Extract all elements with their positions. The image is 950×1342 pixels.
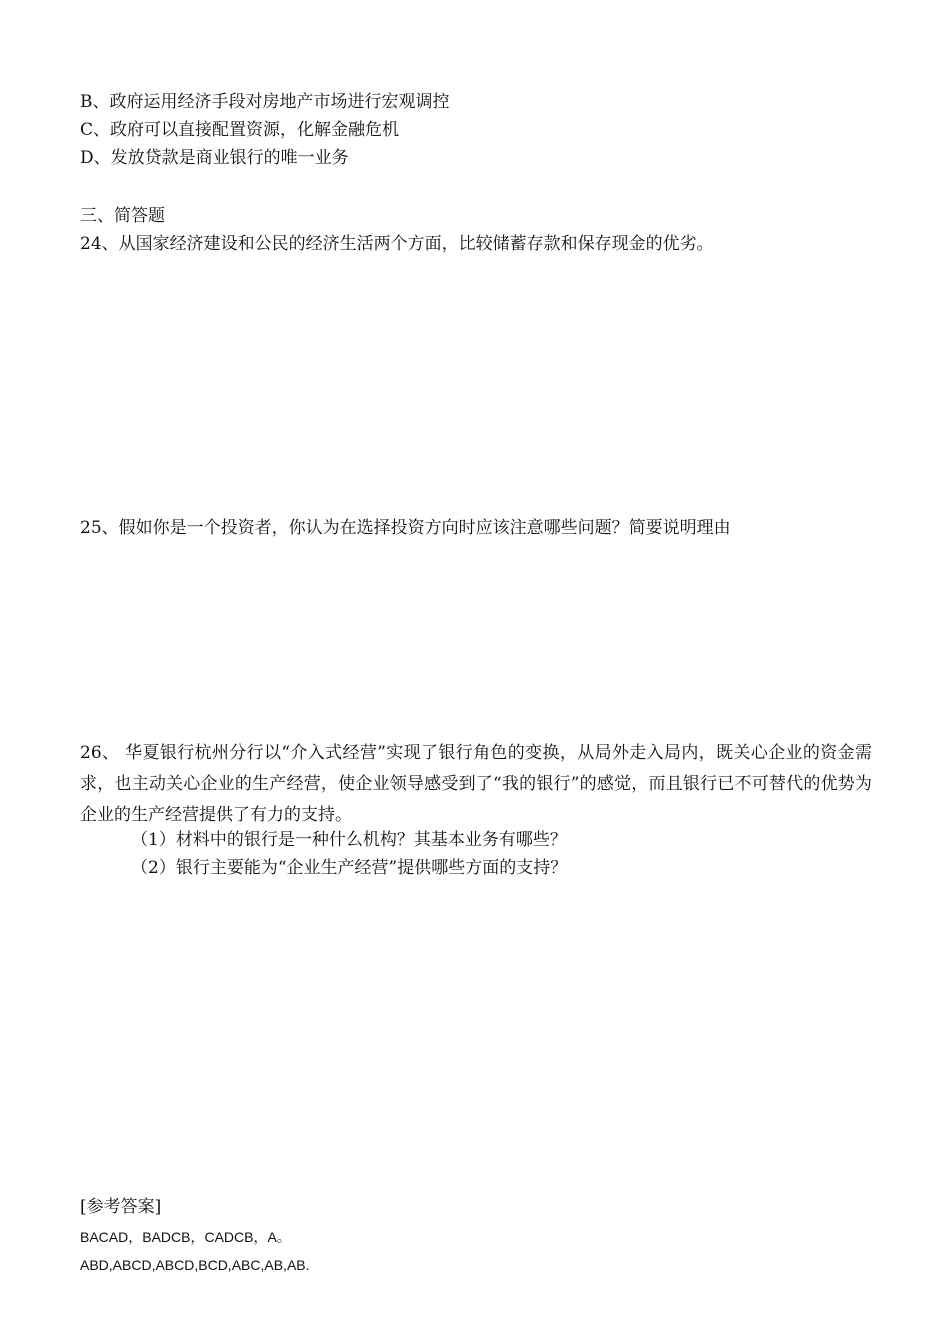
- section-title: 三、简答题: [80, 206, 165, 226]
- option-c: C、政府可以直接配置资源，化解金融危机: [80, 120, 400, 140]
- option-b: B、政府运用经济手段对房地产市场进行宏观调控: [80, 92, 450, 112]
- answer-line-2: ABD,ABCD,ABCD,BCD,ABC,AB,AB.: [80, 1257, 310, 1273]
- question-25: 25、假如你是一个投资者，你认为在选择投资方向时应该注意哪些问题？简要说明理由: [80, 518, 731, 538]
- question-24: 24、从国家经济建设和公民的经济生活两个方面，比较储蓄存款和保存现金的优劣。: [80, 234, 714, 254]
- option-d: D、发放贷款是商业银行的唯一业务: [80, 148, 349, 168]
- question-26-sub-2: （2）银行主要能为“企业生产经营”提供哪些方面的支持？: [131, 858, 568, 878]
- question-26-sub-1: （1）材料中的银行是一种什么机构？其基本业务有哪些？: [131, 830, 567, 850]
- question-26: 26、 华夏银行杭州分行以“介入式经营”实现了银行角色的变换，从局外走入局内，既关心企业的资金需求，也主动关心企业的生产经营，使企业领导感受到了“我的银行”的感觉，而且银行已不可替代的优势为企业的生产经营提供了有力的支持。: [80, 743, 872, 825]
- answer-heading: [参考答案]: [80, 1197, 162, 1217]
- answer-line-1: BACAD，BADCB，CADCB，A。: [80, 1229, 291, 1245]
